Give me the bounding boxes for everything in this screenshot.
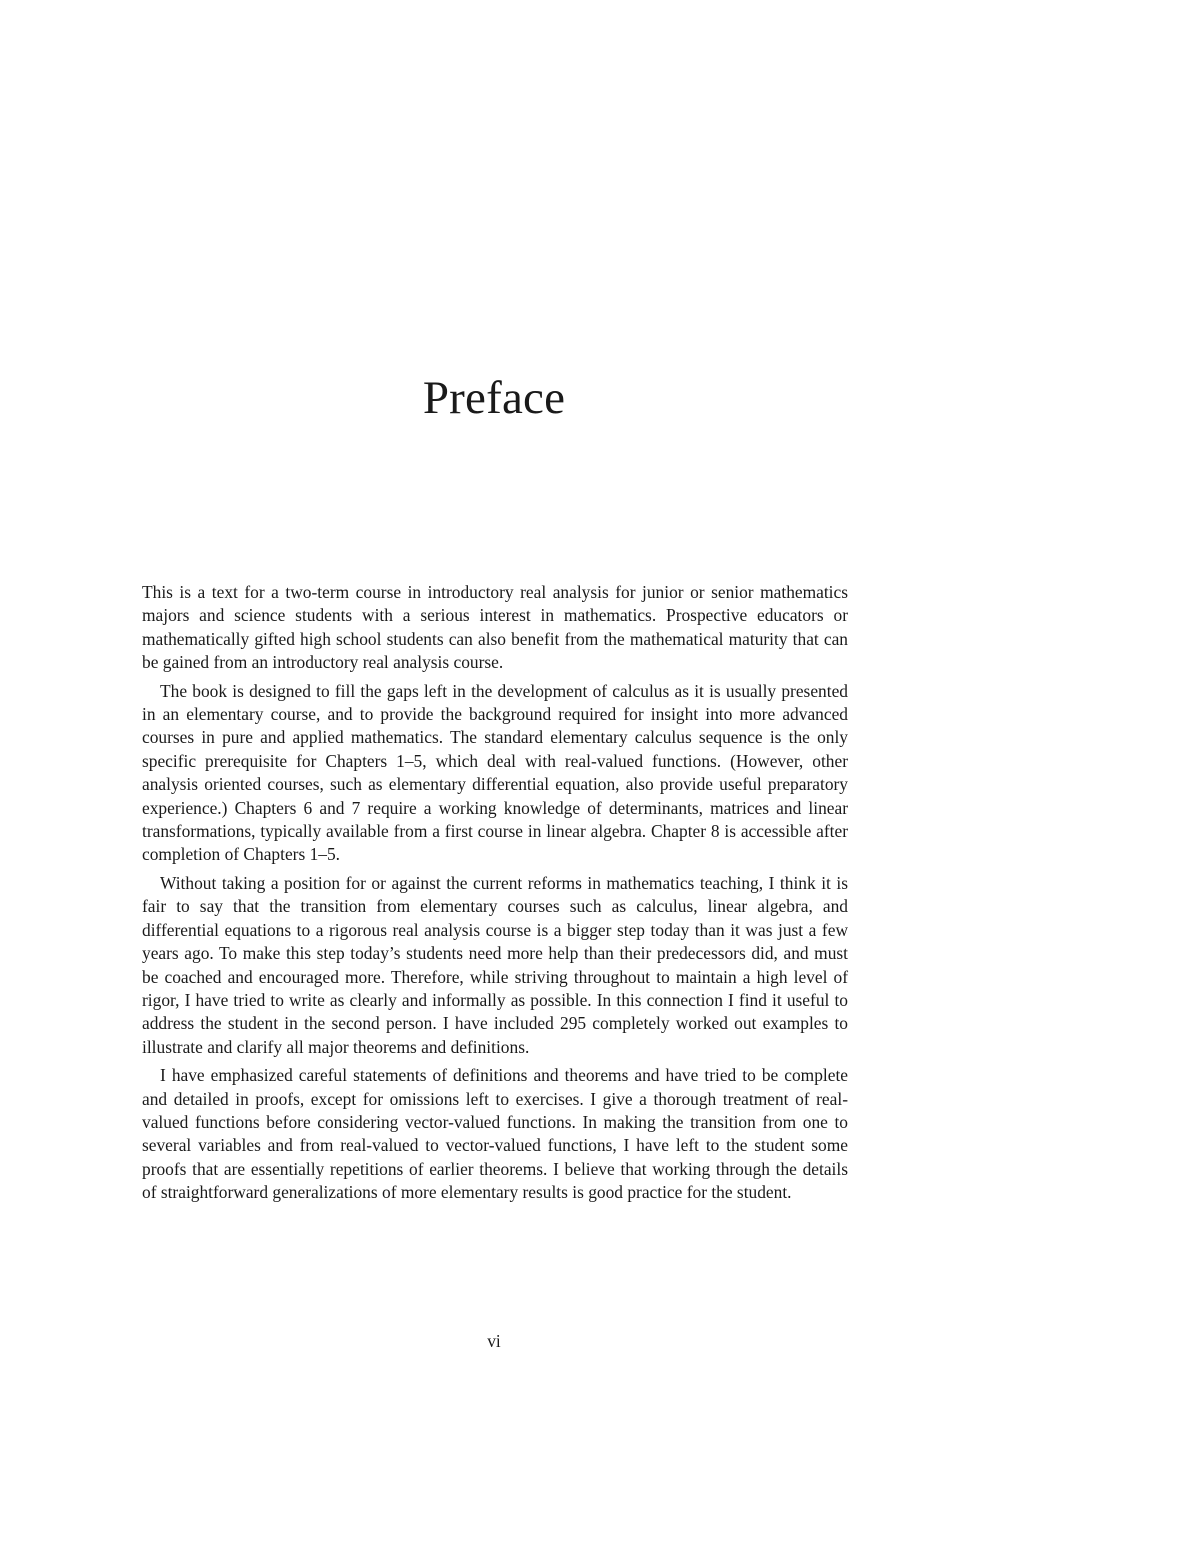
paragraph-1: This is a text for a two-term course in introductory real analysis for junior or senior mathematics majors and science students with a serious interest in mathematics. Prospective educators or mathematically gifted high school students can also benefit from the mathematical maturity that can be gained from an introductory real analysis course. (142, 582, 848, 673)
preface-body (142, 581, 848, 1210)
paragraph-3: Without taking a position for or against the current reforms in mathematics teaching, I think it is fair to say that the transition from elementary courses such as calculus, linear algebra, and differential equations to a rigorous real analysis course is a bigger step today than it was just a few years ago. To make this step today’s students need more help than their predecessors did, and must be coached and encouraged more. Therefore, while striving throughout to maintain a high level of rigor, I have tried to write as clearly and informally as possible. In this connection I find it useful to address the student in the second person. I have included 295 completely worked out examples to illustrate and clarify all major theorems and definitions. (142, 872, 848, 1057)
page-title: Preface (422, 372, 566, 424)
paragraph-4: I have emphasized careful statements of definitions and theorems and have tried to be complete and detailed in proofs, except for omissions left to exercises. I give a thorough treatment of real-valued functions before considering vector-valued functions. In making the transition from one to several variables and from real-valued to vector-valued functions, I have left to the student some proofs that are essentially repetitions of earlier theorems. I believe that working through the details of straightforward generalizations of more elementary results is good practice for the student. (142, 1065, 848, 1203)
page-number: vi (487, 1331, 501, 1351)
paragraph-2: The book is designed to fill the gaps left in the development of calculus as it is usually presented in an elementary course, and to provide the background required for insight into more advanced courses in pure and applied mathematics. The standard elementary calculus sequence is the only specific prerequisite for Chapters 1–5, which deal with real-valued functions. (However, other analysis oriented courses, such as elementary differential equation, also provide useful preparatory experience.) Chapters 6 and 7 require a working knowledge of determinants, matrices and linear transformations, typically available from a first course in linear algebra. Chapter 8 is accessible after completion of Chapters 1–5. (142, 680, 848, 865)
